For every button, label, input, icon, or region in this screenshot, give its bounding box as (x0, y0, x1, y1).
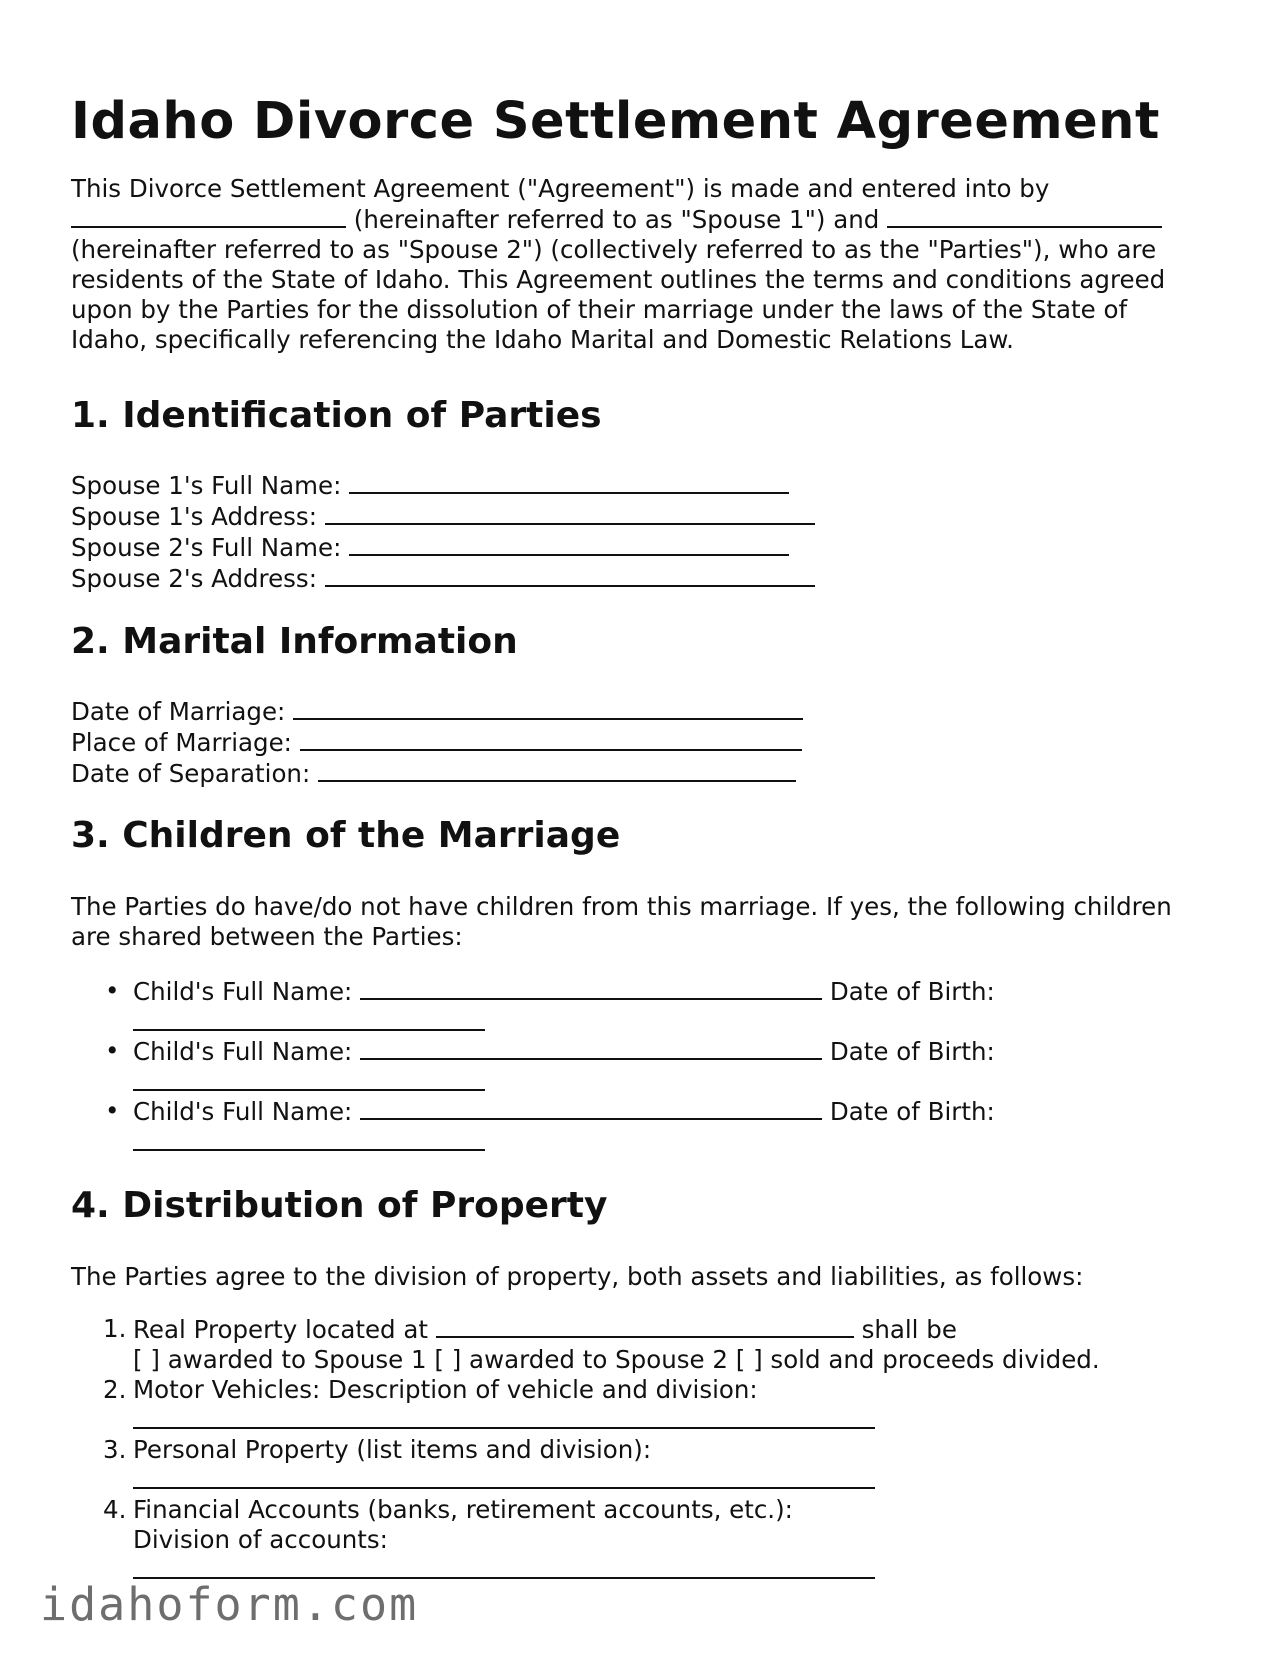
field-spouse-1-address: Spouse 1's Address: (71, 501, 815, 532)
section-3-body (71, 892, 1172, 952)
field-place-of-marriage: Place of Marriage: (71, 727, 803, 758)
intro-line-2: (hereinafter referred to as "Spouse 1") and (71, 204, 1165, 235)
section-1-fields (71, 470, 815, 594)
field-spouse-2-address: Spouse 2's Address: (71, 563, 815, 594)
date-of-separation-input[interactable] (318, 758, 796, 782)
bullet-icon: • (105, 976, 120, 1005)
section-2-heading: 2. Marital Information (71, 621, 518, 662)
property-item-vehicles: 2. Motor Vehicles: Description of vehicle and division: (71, 1375, 1231, 1435)
spouse-1-name-input[interactable] (349, 470, 789, 494)
child-dob-input[interactable] (133, 1127, 485, 1151)
property-item-real: 1. Real Property located at shall be [ ] awarded to Spouse 1 [ ] awarded to Spouse 2 [ ] sold and proceeds divided. (103, 1314, 1100, 1374)
field-date-of-separation: Date of Separation: (71, 758, 803, 789)
bullet-icon: • (105, 1036, 120, 1065)
section-4-heading: 4. Distribution of Property (71, 1185, 608, 1226)
child-entry: • Child's Full Name: Date of Birth: (71, 1036, 1231, 1096)
spouse-2-name-input[interactable] (349, 532, 789, 556)
spouse-1-address-input[interactable] (325, 501, 815, 525)
spouse-1-name-blank[interactable] (71, 204, 346, 228)
intro-paragraph (71, 174, 1165, 355)
property-list (71, 1314, 1231, 1586)
property-item-financial: 4. Financial Accounts (banks, retirement accounts, etc.): Division of accounts: (71, 1495, 1231, 1586)
financial-accounts-input[interactable] (133, 1555, 875, 1579)
children-line-2: are shared between the Parties: (71, 922, 463, 951)
spouse-2-address-input[interactable] (325, 563, 815, 587)
property-item-personal: 3. Personal Property (list items and division): (71, 1435, 1231, 1495)
document-title: Idaho Divorce Settlement Agreement (71, 92, 1160, 151)
date-of-marriage-input[interactable] (293, 696, 803, 720)
intro-line-3: (hereinafter referred to as "Spouse 2") (collectively referred to as the "Parties"), who are (71, 235, 1157, 264)
section-3-heading: 3. Children of the Marriage (71, 815, 621, 856)
child-dob-input[interactable] (133, 1007, 485, 1031)
personal-property-input[interactable] (133, 1465, 875, 1489)
section-1-heading: 1. Identification of Parties (71, 395, 602, 436)
child-entry: • Child's Full Name: Date of Birth: (71, 976, 1231, 1036)
real-property-location-input[interactable] (436, 1314, 854, 1338)
intro-line-4: residents of the State of Idaho. This Agreement outlines the terms and conditions agreed (71, 265, 1166, 294)
intro-line-1: This Divorce Settlement Agreement ("Agreement") is made and entered into by (71, 174, 1050, 203)
field-date-of-marriage: Date of Marriage: (71, 696, 803, 727)
child-name-input[interactable] (360, 1096, 822, 1120)
intro-line-5: upon by the Parties for the dissolution of their marriage under the laws of the State of (71, 295, 1128, 324)
field-spouse-2-name: Spouse 2's Full Name: (71, 532, 815, 563)
vehicles-input[interactable] (133, 1405, 875, 1429)
intro-line-6: Idaho, specifically referencing the Idaho Marital and Domestic Relations Law. (71, 325, 1014, 354)
children-line-1: The Parties do have/do not have children from this marriage. If yes, the following children (71, 892, 1172, 921)
place-of-marriage-input[interactable] (300, 727, 802, 751)
child-name-input[interactable] (360, 1036, 822, 1060)
section-2-fields (71, 696, 803, 789)
child-name-input[interactable] (360, 976, 822, 1000)
bullet-icon: • (105, 1096, 120, 1125)
child-dob-input[interactable] (133, 1067, 485, 1091)
field-spouse-1-name: Spouse 1's Full Name: (71, 470, 815, 501)
section-4-body: The Parties agree to the division of property, both assets and liabilities, as follows: (71, 1262, 1084, 1291)
child-entry: • Child's Full Name: Date of Birth: (71, 1096, 1231, 1156)
spouse-2-name-blank[interactable] (887, 204, 1162, 228)
children-list (71, 976, 1231, 1156)
watermark: idahoform.com (40, 1578, 419, 1631)
